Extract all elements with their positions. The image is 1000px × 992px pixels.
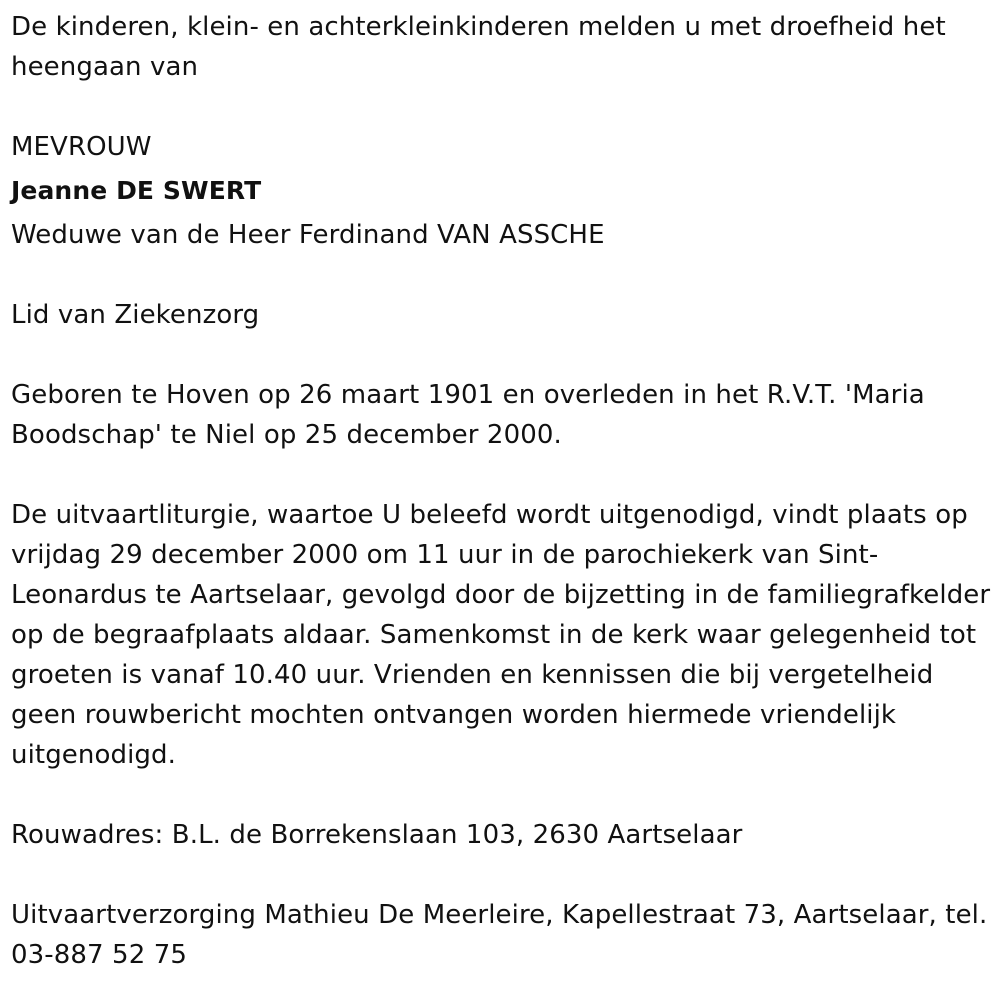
salutation: MEVROUW: [11, 132, 152, 162]
obituary-notice: [11, 7, 991, 975]
spacer: [11, 335, 991, 375]
birth-death-text: Geboren te Hoven op 26 maart 1901 en overleden in het R.V.T. 'Maria Boodschap' te Niel op 25 december 2000.: [11, 380, 925, 450]
membership-text: Lid van Ziekenzorg: [11, 300, 260, 330]
spacer: [11, 87, 991, 127]
spacer: [11, 255, 991, 295]
spacer: [11, 855, 991, 895]
spacer: [11, 775, 991, 815]
undertaker-text: Uitvaartverzorging Mathieu De Meerleire, Kapellestraat 73, Aartselaar, tel. 03-887 52 75: [11, 900, 988, 970]
mourning-address-text: Rouwadres: B.L. de Borrekenslaan 103, 2630 Aartselaar: [11, 820, 743, 850]
intro-text: De kinderen, klein- en achterkleinkinderen melden u met droefheid het heengaan van: [11, 12, 946, 82]
deceased-name: Jeanne DE SWERT: [11, 176, 262, 205]
funeral-details-text: De uitvaartliturgie, waartoe U beleefd wordt uitgenodigd, vindt plaats op vrijdag 29 december 2000 om 11 uur in de parochiekerk van Sint-Leonardus te Aartselaar, gevolgd door de bijzetting in de familiegrafkelder op de begraafplaats aldaar. Samenkomst in de kerk waar gelegenheid tot groeten is vanaf 10.40 uur. Vrienden en kennissen die bij vergetelheid geen rouwbericht mochten ontvangen worden hiermede vriendelijk uitgenodigd.: [11, 500, 991, 770]
widow-of-text: Weduwe van de Heer Ferdinand VAN ASSCHE: [11, 220, 605, 250]
spacer: [11, 455, 991, 495]
